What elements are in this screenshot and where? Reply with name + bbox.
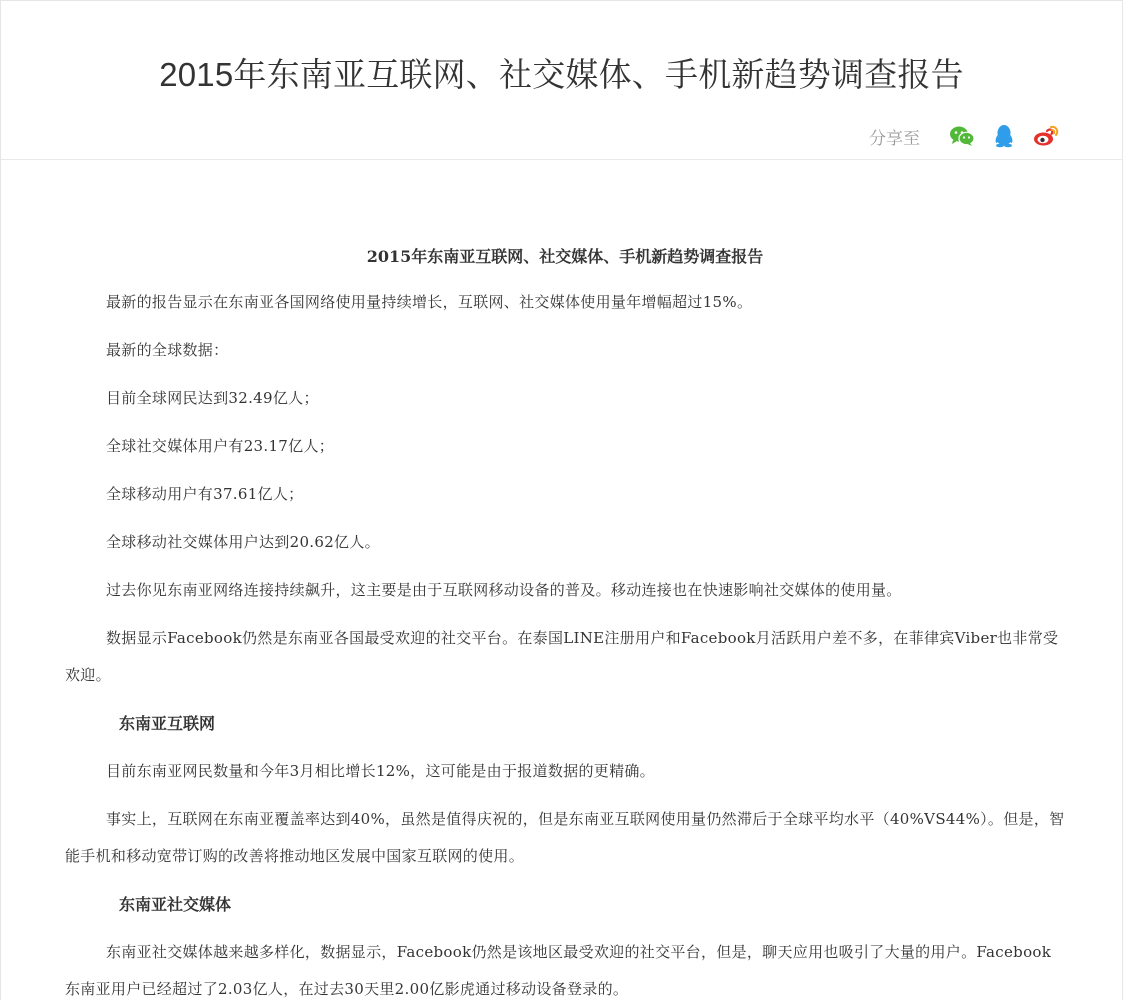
paragraph: 最新的报告显示在东南亚各国网络使用量持续增长，互联网、社交媒体使用量年增幅超过15%。 — [106, 293, 753, 311]
section-title: 东南亚社交媒体 — [119, 895, 232, 914]
wechat-icon[interactable] — [948, 122, 976, 150]
qq-icon[interactable] — [990, 122, 1018, 150]
paragraph: 过去你见东南亚网络连接持续飙升，这主要是由于互联网移动设备的普及。移动连接也在快速影响社交媒体的使用量。 — [106, 581, 902, 599]
article-heading: 2015年东南亚互联网、社交媒体、手机新趋势调查报告 — [366, 247, 764, 266]
paragraph: 目前全球网民达到32.49亿人； — [106, 389, 319, 407]
paragraph: 最新的全球数据： — [106, 341, 229, 359]
page-title: 2015年东南亚互联网、社交媒体、手机新趋势调查报告 — [159, 56, 964, 93]
weibo-icon[interactable] — [1032, 122, 1060, 150]
paragraph: 全球移动用户有37.61亿人； — [106, 485, 304, 503]
paragraph: 事实上，互联网在东南亚覆盖率达到40%，虽然是值得庆祝的，但是东南亚互联网使用量仍然滞后于全球平均水平（40%VS44%）。但是，智能手机和移动宽带订购的改善将推动地区发展中国家互联网的使用。 — [65, 810, 1065, 865]
article-body — [65, 241, 1065, 1000]
paragraph: 数据显示Facebook仍然是东南亚各国最受欢迎的社交平台。在泰国LINE注册用户和Facebook月活跃用户差不多，在菲律宾Viber也非常受欢迎。 — [65, 629, 1059, 684]
share-bar — [869, 121, 1060, 151]
paragraph: 全球移动社交媒体用户达到20.62亿人。 — [106, 533, 380, 551]
share-label: 分享至 — [869, 128, 920, 148]
paragraph: 全球社交媒体用户有23.17亿人； — [106, 437, 335, 455]
paragraph: 东南亚社交媒体越来越多样化，数据显示，Facebook仍然是该地区最受欢迎的社交平台，但是，聊天应用也吸引了大量的用户。Facebook东南亚用户已经超过了2.03亿人，在过去30天里2.00亿影虎通过移动设备登录的。 — [65, 943, 1052, 998]
article-header — [1, 1, 1122, 160]
paragraph: 目前东南亚网民数量和今年3月相比增长12%，这可能是由于报道数据的更精确。 — [106, 762, 655, 780]
section-title: 东南亚互联网 — [119, 714, 216, 733]
